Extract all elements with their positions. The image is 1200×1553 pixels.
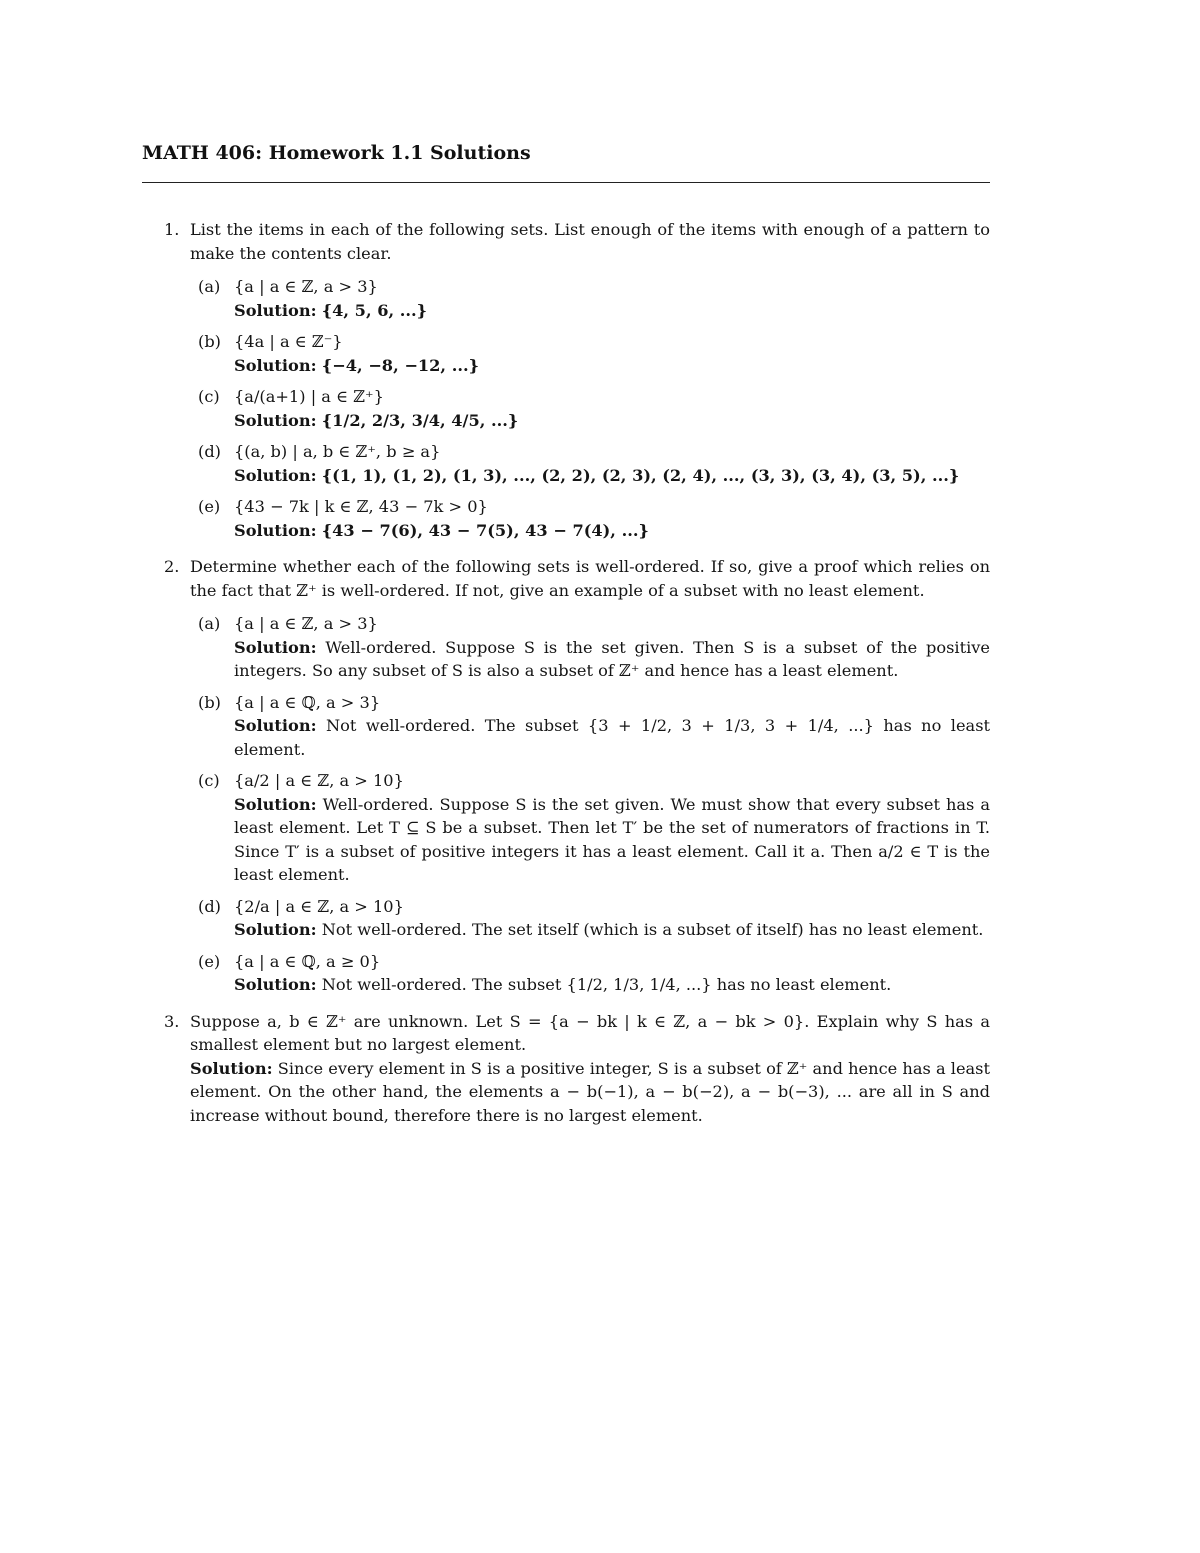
problem-2b (190, 691, 990, 762)
problem-number: 2. (164, 557, 180, 576)
solution (234, 409, 990, 433)
solution-text: {43 − 7(6), 43 − 7(5), 43 − 7(4), ...} (321, 520, 649, 540)
title-divider (142, 182, 990, 183)
problem-1e (190, 495, 990, 542)
set-expression: {4a | a ∈ ℤ⁻} (234, 332, 343, 351)
problem-2e (190, 950, 990, 997)
part-label: (a) (198, 277, 221, 296)
solution-label: Solution: (234, 716, 317, 735)
problem-2 (142, 555, 990, 997)
solution-text: Since every element in S is a positive integer, S is a subset of ℤ⁺ and hence has a least element. On the other hand, the elements a − b(−1), a − b(−2), a − b(−3), ... are all in S and increase without bound, therefore there is no largest element. (190, 1058, 990, 1125)
set-expression: {a | a ∈ ℚ, a > 3} (234, 692, 381, 712)
problem-1c (190, 385, 990, 432)
part-label: (e) (198, 951, 221, 971)
part-label: (b) (198, 332, 221, 351)
problem-1a (190, 275, 990, 322)
solution-text: Not well-ordered. The set itself (which is a subset of itself) has no least element. (321, 920, 984, 939)
solution-text: Not well-ordered. The subset {3 + 1/2, 3 + 1/3, 3 + 1/4, ...} has no least element. (234, 716, 991, 759)
solution (234, 519, 990, 543)
solution (234, 793, 990, 887)
solution (234, 714, 990, 761)
solution-label: Solution: (234, 975, 317, 994)
solution-label: Solution: (234, 794, 317, 814)
problem-prompt: List the items in each of the following sets. List enough of the items with enough of a pattern to make the contents clear. (190, 220, 990, 263)
solution-text: Well-ordered. Suppose S is the set given. We must show that every subset has a least element. Let T ⊆ S be a subset. Then let T′ be the set of numerators of fractions in T. Since T′ is a subset of positive integers it has a least element. Call it a. Then a/2 ∈ T is the least element. (234, 794, 990, 884)
set-expression: {a | a ∈ ℚ, a ≥ 0} (234, 951, 381, 971)
solution-label: Solution: (234, 355, 317, 375)
problem-number: 1. (164, 220, 180, 239)
solution-text: {1/2, 2/3, 3/4, 4/5, ...} (321, 410, 519, 430)
solution-text: {−4, −8, −12, ...} (321, 355, 480, 375)
problem-2c (190, 769, 990, 887)
solution-text: Not well-ordered. The subset {1/2, 1/3, 1/4, ...} has no least element. (321, 975, 892, 994)
solution-text: {(1, 1), (1, 2), (1, 3), ..., (2, 2), (2, 3), (2, 4), ..., (3, 3), (3, 4), (3, 5), ...} (321, 465, 960, 485)
problem-prompt: Suppose a, b ∈ ℤ⁺ are unknown. Let S = {a − bk | k ∈ ℤ, a − bk > 0}. Explain why S has a smallest element but no largest element. (190, 1011, 990, 1054)
set-expression: {43 − 7k | k ∈ ℤ, 43 − 7k > 0} (234, 497, 488, 516)
part-label: (a) (198, 614, 221, 633)
solution (234, 354, 990, 378)
problem-parts (190, 612, 990, 997)
solution-label: Solution: (234, 637, 317, 657)
problem-1 (142, 218, 990, 542)
document-body (142, 218, 990, 1140)
set-expression: {2/a | a ∈ ℤ, a > 10} (234, 896, 404, 916)
problem-1d (190, 440, 990, 487)
solution (234, 299, 990, 323)
part-label: (c) (198, 387, 220, 406)
problem-prompt: Determine whether each of the following sets is well-ordered. If so, give a proof which relies on the fact that ℤ⁺ is well-ordered. If not, give an example of a subset with no least element. (190, 557, 990, 600)
problem-1b (190, 330, 990, 377)
solution (234, 636, 990, 683)
page-title: MATH 406: Homework 1.1 Solutions (142, 142, 531, 164)
solution-label: Solution: (234, 300, 317, 320)
set-expression: {a | a ∈ ℤ, a > 3} (234, 614, 378, 633)
solution-label: Solution: (234, 520, 317, 540)
problem-2a (190, 612, 990, 683)
set-expression: {a/2 | a ∈ ℤ, a > 10} (234, 771, 404, 790)
part-label: (d) (198, 896, 221, 916)
problem-parts (190, 275, 990, 542)
solution-text: {4, 5, 6, ...} (321, 300, 428, 320)
set-expression: {a/(a+1) | a ∈ ℤ⁺} (234, 387, 384, 406)
part-label: (d) (198, 442, 221, 461)
set-expression: {(a, b) | a, b ∈ ℤ⁺, b ≥ a} (234, 442, 441, 461)
solution-label: Solution: (190, 1058, 273, 1078)
solution-label: Solution: (234, 920, 317, 939)
part-label: (b) (198, 692, 221, 712)
problem-2d (190, 895, 990, 942)
solution (234, 464, 990, 488)
problem-number: 3. (164, 1011, 180, 1031)
part-label: (c) (198, 771, 220, 790)
solution (190, 1057, 990, 1128)
solution (234, 973, 990, 997)
solution-text: Well-ordered. Suppose S is the set given. Then S is a subset of the positive integers. So any subset of S is also a subset of ℤ⁺ and hence has a least element. (234, 637, 990, 680)
problem-3 (142, 1010, 990, 1128)
solution (234, 918, 990, 942)
set-expression: {a | a ∈ ℤ, a > 3} (234, 277, 378, 296)
solution-label: Solution: (234, 410, 317, 430)
solution-label: Solution: (234, 465, 317, 485)
part-label: (e) (198, 497, 221, 516)
